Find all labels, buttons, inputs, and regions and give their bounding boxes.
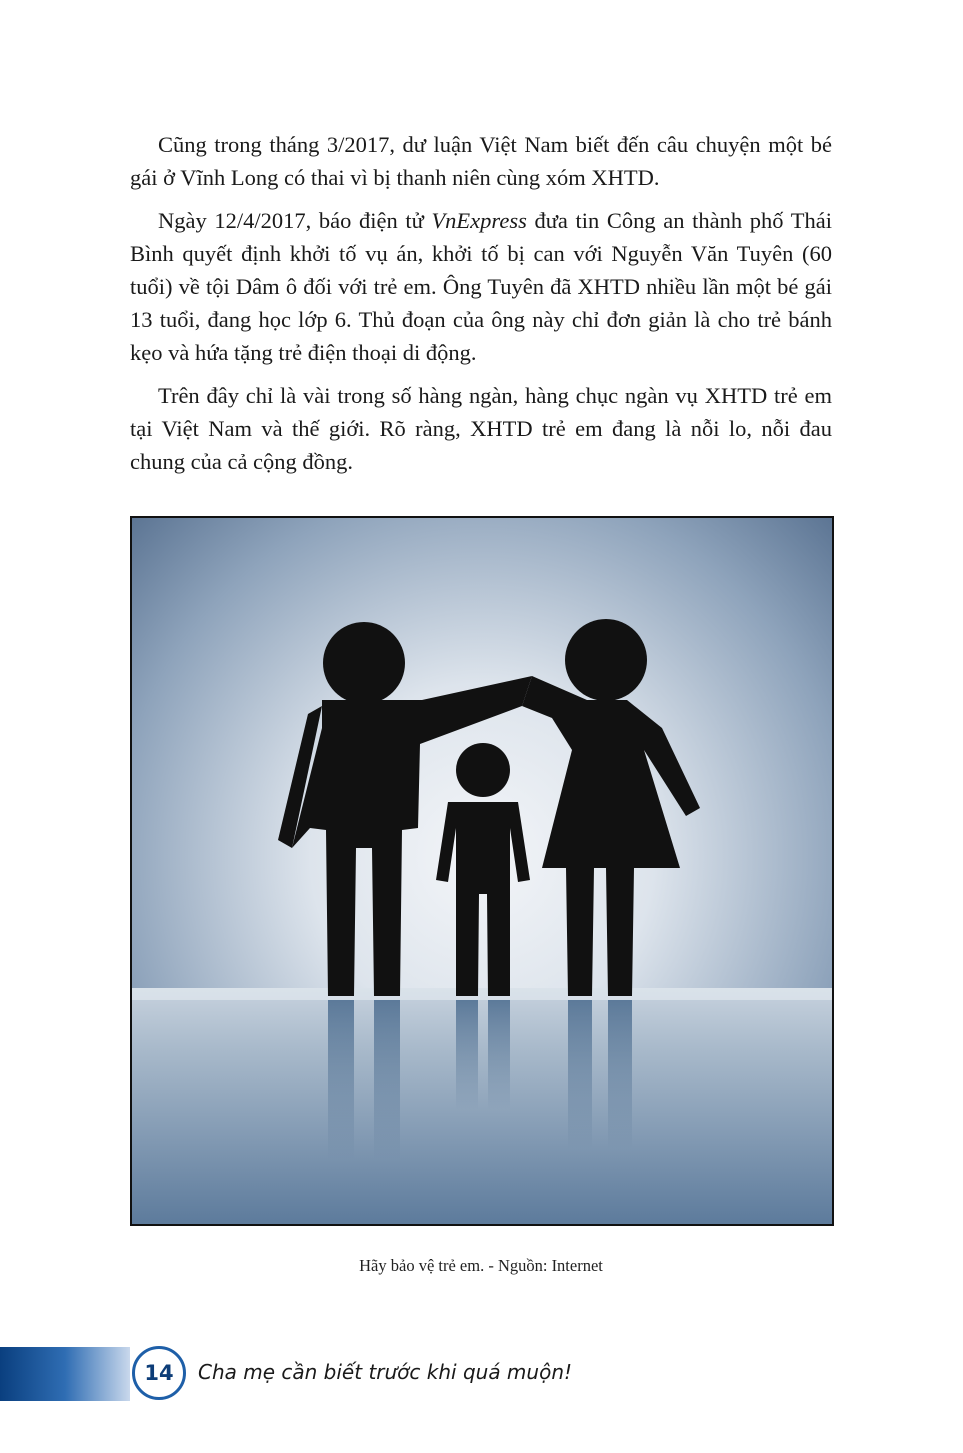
paragraph-2-lead: Ngày 12/4/2017, báo điện tử xyxy=(158,208,432,233)
footer-color-band xyxy=(0,1347,130,1401)
paragraph-3: Trên đây chỉ là vài trong số hàng ngàn, hàng chục ngàn vụ XHTD trẻ em tại Việt Nam và thế giới. Rõ ràng, XHTD trẻ em đang là nỗi lo, nỗi đau chung của cả cộng đồng. xyxy=(130,383,832,474)
paragraph-2-rest: đưa tin Công an thành phố Thái Bình quyết định khởi tố vụ án, khởi tố bị can với Nguyễn Văn Tuyên (60 tuổi) về tội Dâm ô đối với trẻ em. Ông Tuyên đã XHTD nhiều lần một bé gái 13 tuổi, đang học lớp 6. Thủ đoạn của ông này chỉ đơn giản là cho trẻ bánh kẹo và hứa tặng trẻ điện thoại di động. xyxy=(130,208,832,365)
paragraph-1: Cũng trong tháng 3/2017, dư luận Việt Nam biết đến câu chuyện một bé gái ở Vĩnh Long có thai vì bị thanh niên cùng xóm XHTD. xyxy=(130,132,832,190)
newspaper-name: VnExpress xyxy=(431,208,527,233)
family-protection-icon xyxy=(132,518,832,1224)
paragraph-2 xyxy=(130,204,832,369)
page-number-badge: 14 xyxy=(132,1346,186,1400)
running-title: Cha mẹ cần biết trước khi quá muộn! xyxy=(198,1360,573,1384)
body-text xyxy=(130,128,832,488)
family-illustration xyxy=(130,516,834,1226)
figure-caption: Hãy bảo vệ trẻ em. - Nguồn: Internet xyxy=(359,1256,603,1275)
